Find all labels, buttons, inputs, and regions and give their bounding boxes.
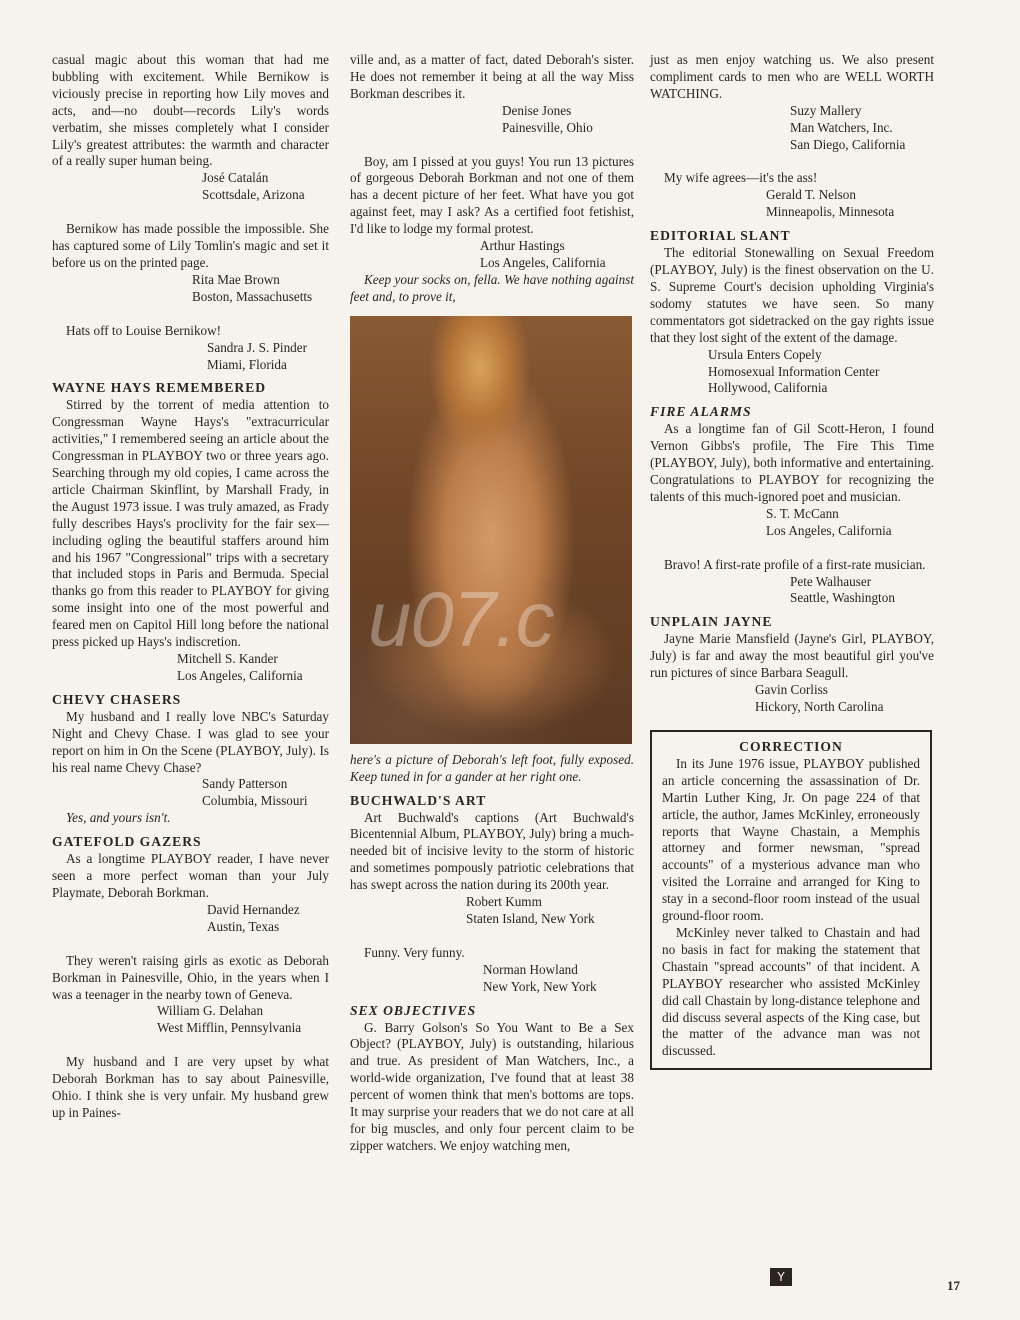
signature — [52, 272, 329, 306]
signature — [650, 347, 934, 398]
letter-paragraph: Jayne Marie Mansfield (Jayne's Girl, PLAYBOY, July) is far and away the most beautiful girl you've run pictures of since Barbara Seagull. — [650, 631, 934, 681]
signer-name: Suzy Mallery — [790, 102, 862, 118]
letter-paragraph: My husband and I really love NBC's Saturday Night and Chevy Chase. I was glad to see your report on him in On the Scene (PLAYBOY, July). Is his real name Chevy Chase? — [52, 708, 329, 775]
signer-location: West Mifflin, Pennsylvania — [157, 1020, 302, 1036]
letter-paragraph: The editorial Stonewalling on Sexual Freedom (PLAYBOY, July) is the finest observation on the U. S. Supreme Court's decision upholding Virginia's sodomy statutes we have seen. So many commentators got sidetracked on the gay rights issue that they lost sight of the extent of the damage. — [650, 245, 934, 345]
signature — [650, 682, 934, 716]
column-2 — [350, 52, 634, 1155]
signature — [650, 187, 934, 221]
signature — [52, 340, 329, 374]
page-number: 17 — [947, 1278, 960, 1293]
signer-name: David Hernandez — [207, 901, 300, 917]
section-heading-unplain-jayne: UNPLAIN JAYNE — [650, 614, 773, 630]
section-heading-gatefold-gazers: GATEFOLD GAZERS — [52, 834, 202, 850]
signer-organization: Homosexual Information Center — [708, 363, 880, 379]
section-heading-buchwalds-art: BUCHWALD'S ART — [350, 792, 487, 808]
section-heading-wayne-hays: WAYNE HAYS REMEMBERED — [52, 380, 267, 396]
signer-name: Robert Kumm — [466, 894, 542, 910]
signature — [350, 894, 634, 928]
signer-location: Austin, Texas — [207, 918, 280, 934]
signer-location: San Diego, California — [790, 136, 906, 152]
signer-name: José Catalán — [202, 170, 269, 186]
editor-reply: Keep your socks on, fella. We have nothing against feet and, to prove it, — [350, 271, 634, 304]
letter-paragraph: Art Buchwald's captions (Art Buchwald's Bicentennial Album, PLAYBOY, July) bring a much-needed bit of incisive levity to the storm of historic and sometimes pompously patriotic celebrations that has swept across the nation during its 200th year. — [350, 809, 634, 893]
signer-name: William G. Delahan — [157, 1003, 264, 1019]
signature — [650, 506, 934, 540]
signer-location: Minneapolis, Minnesota — [766, 204, 895, 220]
signer-name: Denise Jones — [502, 102, 572, 118]
letter-paragraph: As a longtime fan of Gil Scott-Heron, I found Vernon Gibbs's profile, The Fire This Time (PLAYBOY, July), both informative and entertaining. Congratulations to PLAYBOY for recognizing the talents of this much-ignored poet and musician. — [650, 421, 934, 504]
letter-paragraph: My husband and I are very upset by what Deborah Borkman has to say about Painesville, Ohio. I think she is very unfair. My husband grew up in Paines- — [52, 1054, 329, 1120]
letter-paragraph: G. Barry Golson's So You Want to Be a Sex Object? (PLAYBOY, July) is outstanding, hilarious and true. As president of Man Watchers, Inc., a world-wide organization, I've found that at least 38 percent of women think that men's bottoms are tops. It may surprise your readers that we do not care at all for big muscles, and only four percent claim to be zipper watchers. We enjoy watching men, — [350, 1019, 634, 1153]
column-1 — [52, 52, 329, 1122]
signer-name: S. T. McCann — [766, 505, 839, 521]
correction-paragraph: In its June 1976 issue, PLAYBOY published an article concerning the assassination of Dr. Martin Luther King, Jr. On page 224 of that article, the author, James McKinley, erroneously reports that Wayne Chastain, a Memphis attorney and former newsman, "spread accounts" of a mysterious advance man who visited the Lorraine and arranged for King to stay in a second-floor room instead of the usual ground-floor room. — [662, 755, 920, 924]
letter-paragraph: They weren't raising girls as exotic as Deborah Borkman in Painesville, Ohio, in the years when I was a teenager in the nearby town of Geneva. — [52, 952, 329, 1002]
signer-location: Los Angeles, California — [480, 254, 606, 270]
signature — [650, 103, 934, 154]
signature — [52, 170, 329, 204]
signer-location: Hollywood, California — [708, 380, 828, 396]
signer-name: Arthur Hastings — [480, 238, 565, 254]
signer-name: Gavin Corliss — [755, 682, 828, 698]
playboy-bunny-logo: Y — [770, 1268, 792, 1286]
correction-box — [650, 730, 932, 1070]
section-heading-fire-alarms: FIRE ALARMS — [650, 404, 752, 420]
signer-organization: Man Watchers, Inc. — [790, 119, 893, 135]
letter-paragraph: Hats off to Louise Bernikow! — [66, 322, 222, 338]
signer-name: Sandra J. S. Pinder — [207, 339, 308, 355]
signer-location: Scottsdale, Arizona — [202, 187, 305, 203]
signer-location: Columbia, Missouri — [202, 793, 308, 809]
section-heading-correction: CORRECTION — [739, 738, 843, 754]
signer-name: Rita Mae Brown — [192, 271, 280, 287]
letter-paragraph: Boy, am I pissed at you guys! You run 13 pictures of gorgeous Deborah Borkman and not one of them has a decent picture of her feet. What have you got against feet, may I ask? As a certified foot fetishist, I'd like to lodge my formal protest. — [350, 153, 634, 237]
section-heading-editorial-slant: EDITORIAL SLANT — [650, 228, 791, 244]
signature — [52, 651, 329, 685]
letter-paragraph: casual magic about this woman that had me bubbling with excitement. While Bernikow is viciously precise in reporting how Lily moves and acts, and—no doubt—records Lily's words verbatim, she misses completely what I consider Lily's greatest attributes: the warmth and character of a really super human being. — [52, 52, 329, 169]
letter-paragraph: just as men enjoy watching us. We also present compliment cards to men who are WELL WORTH WATCHING. — [650, 52, 934, 101]
section-heading-sex-objectives: SEX OBJECTIVES — [350, 1002, 477, 1018]
playmate-photo — [350, 316, 632, 744]
signature — [350, 103, 634, 137]
signer-location: Los Angeles, California — [766, 522, 892, 538]
letter-paragraph: As a longtime PLAYBOY reader, I have never seen a more perfect woman than your July Playmate, Deborah Borkman. — [52, 851, 329, 900]
signer-location: Los Angeles, California — [177, 667, 303, 683]
signer-location: Miami, Florida — [207, 356, 287, 372]
letter-paragraph: Bravo! A first-rate profile of a first-rate musician. — [664, 556, 926, 572]
signature — [650, 574, 934, 608]
signature — [52, 902, 329, 936]
signer-name: Mitchell S. Kander — [177, 651, 278, 666]
letter-paragraph: Stirred by the torrent of media attention to Congressman Wayne Hays's "extracurricular activities," I remembered seeing an article about the Congressman in PLAYBOY two or three years ago. Searching through my old copies, I came across the article Chairman Skinflint, by Marshall Frady, in the August 1973 issue. I was truly amazed, as Frady fully describes Hays's proclivity for the fair sex—including ogling the beautiful staffers around him and his 1967 "Congressional" trips with a secretary that included stops in Paris and Bermuda. Special thanks go from this reader to PLAYBOY for giving some insight into one of the most powerful and feared men on Capitol Hill long before the national press picked up Hays's indiscretion. — [52, 397, 329, 650]
correction-paragraph: McKinley never talked to Chastain and had no basis in fact for making the statement that Chastain "spread accounts" of that incident. A PLAYBOY researcher who assisted McKinley did call Chastain by long-distance telephone and did discuss several aspects of the King case, but the matter of the advance man was not discussed. — [662, 924, 920, 1059]
section-heading-chevy-chasers: CHEVY CHASERS — [52, 691, 182, 707]
signer-name: Sandy Patterson — [202, 776, 288, 792]
signer-name: Gerald T. Nelson — [766, 187, 856, 203]
letter-paragraph: Funny. Very funny. — [364, 944, 465, 960]
signer-name: Ursula Enters Copely — [708, 346, 822, 362]
letter-paragraph: Bernikow has made possible the impossible. She has captured some of Lily Tomlin's magic and set it before us on the printed page. — [52, 221, 329, 270]
watermark: u07.c — [368, 574, 554, 663]
signer-location: Seattle, Washington — [790, 590, 895, 606]
signature — [350, 962, 634, 996]
signature — [52, 1003, 329, 1037]
editor-reply: Yes, and yours isn't. — [66, 810, 171, 826]
letter-paragraph: ville and, as a matter of fact, dated Deborah's sister. He does not remember it being at all the way Miss Borkman describes it. — [350, 52, 634, 101]
column-3 — [650, 52, 934, 1070]
letter-paragraph: My wife agrees—it's the ass! — [664, 170, 818, 186]
signature — [350, 238, 634, 272]
signer-name: Pete Walhauser — [790, 573, 872, 589]
signer-location: Painesville, Ohio — [502, 119, 593, 135]
signer-name: Norman Howland — [483, 961, 578, 977]
signer-location: Hickory, North Carolina — [755, 699, 884, 714]
signer-location: New York, New York — [483, 978, 597, 994]
editor-reply: here's a picture of Deborah's left foot, fully exposed. Keep tuned in for a gander at her right one. — [350, 751, 634, 784]
signature — [52, 776, 329, 810]
signer-location: Boston, Massachusetts — [192, 288, 313, 304]
signer-location: Staten Island, New York — [466, 910, 595, 926]
